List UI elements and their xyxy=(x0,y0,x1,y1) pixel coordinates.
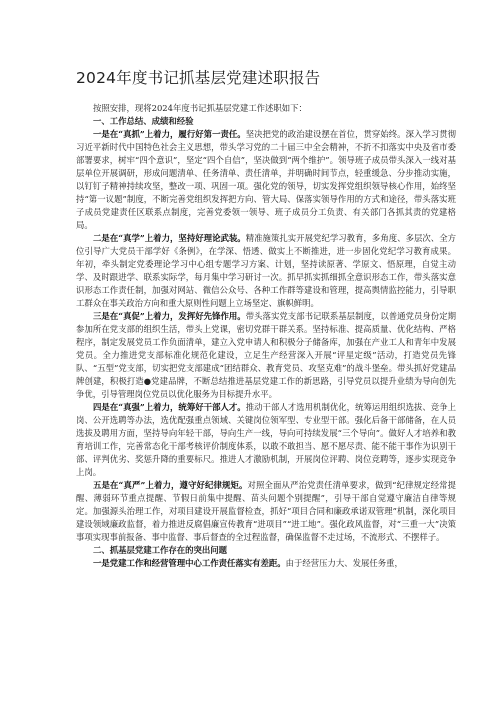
paragraph-2-lead: 二是在“真学”上着力，坚持好理论武装。 xyxy=(93,233,246,243)
paragraph-1 xyxy=(76,128,456,232)
paragraph-5-lead: 五是在“真严”上着力，遵守好纪律规矩。 xyxy=(93,480,248,490)
paragraph-4-lead: 四是在“真强”上着力，统筹好干部人才。 xyxy=(93,402,246,412)
paragraph-6-lead: 一是党建工作和经营管理中心工作责任落实有差距。 xyxy=(93,558,286,568)
report-title: 2024年度书记抓基层党建述职报告 xyxy=(76,69,321,87)
paragraph-4-body: 推动干部人才选用机制优化，统筹运用组织选拔、竞争上岗、公开选聘等办法，选优配强重点领域、关键岗位领军型、专业型干部。强化后备干部储备，在人员选拔及聘用方面，坚持导向年轻干部，导向生产一线，导向可持续发展“三个导向”。做好人才培养和教育培训工作，完善常态化干部考核评价制度体系，以敢不敢担当、愿不愿尽责、能不能干事作为识别干部、评判优劣、奖惩升降的重要标尺。推进人才激励机制，开展岗位评聘、岗位竞聘等，逐步实现竞争上岗。 xyxy=(76,402,457,477)
paragraph-2 xyxy=(76,232,456,310)
paragraph-6-body: 由于经营压力大、发展任务重， xyxy=(285,558,403,568)
paragraph-3-lead: 三是在“真促”上着力，发挥好先锋作用。 xyxy=(93,311,246,321)
paragraph-3 xyxy=(76,310,456,401)
paragraph-1-body: 坚决把党的政治建设摆在首位，贯穿始终。深入学习贯彻习近平新时代中国特色社会主义思想，带头学习党的二十届三中全会精神，不折不扣落实中央及省市委部署要求，树牢“四个意识”，坚定“四个自信”，坚决做到“两个维护”。领导班子成员带头深入一线对基层单位开展调研，形成问题清单、任务清单、责任清单，并明确时间节点，轻重缓急、分步推动实施，以钉钉子精神持续攻坚，整改一项、巩固一项。强化党的领导，切实发挥党组织领导核心作用，始终坚持“第一议题”制度，不断完善党组织发挥把方向、管大局、保落实领导作用的方式和途径，带头落实班子成员党建责任区联系点制度，完善党委领一领导、班子成员分工负责、有关部门各抓其责的党建格局。 xyxy=(76,129,457,230)
paragraph-5 xyxy=(76,479,456,544)
paragraph-3-body: 带头落实党支部书记联系基层制度，以普通党员身份定期参加所在党支部的组织生活，带头上党课，密切党群干群关系。坚持标准、提高质量、优化结构、严格程序，制定发展党员工作负面清单，建立入党申请人和积极分子储备库，加强在产业工人和青年中发展党员。全力推进党支部标准化规范化建设，立足生产经营深入开展“评星定级”活动，打造党员先锋队、“五型”党支部，切实把党支部建成“团结群众、教育党员、攻坚克难”的战斗堡垒。带头抓好党建品牌创建，积极打造●党建品牌，不断总结推进基层党建工作的新思路，引导党员以提升业绩为导向创先争优，引导管理岗位党员以优化服务为目标提升水平。 xyxy=(76,311,457,399)
paragraph-4 xyxy=(76,401,456,479)
section-heading-2: 二、抓基层党建工作存在的突出问题 xyxy=(93,545,227,555)
intro-text: 按照安排，现将2024年度书记抓基层党建工作述职如下： xyxy=(93,103,307,113)
paragraph-6 xyxy=(76,557,456,570)
paragraph-2-body: 精准施策扎实开展党纪学习教育，多角度、多层次、全方位引导广大党员干部学好《条例》，在学深、悟透、做实上不断推进，进一步固化党纪学习教育成果。年初，牵头制定党委理论学习中心组专题学习方案、计划，坚持读原著、学原文、悟原理，自觉主动学、及时跟进学、联系实际学，每月集中学习研讨一次。抓早抓实抓细抓全意识形态工作，带头落实意识形态工作责任制，加强对网站、微信公众号、各种工作群等建设和管理，提高舆情监控能力，引导职工群众在事关政治方向和重大原则性问题上立场坚定、旗帜鲜明。 xyxy=(76,233,457,308)
section-heading-1: 一、工作总结、成绩和经验 xyxy=(93,116,194,126)
paragraph-5-body: 对照全面从严治党责任清单要求，做到“纪律规定经常提醒、薄弱环节重点提醒、节假日前集中提醒、苗头问题个别提醒”，引导干部自觉遵守廉洁自律等规定。加强源头治理工作，对项目建设开展监督检查，抓好“项目合同和廉政承诺双管理”机制，深化项目建设领域廉政监督，着力推进反腐倡廉宣传教育“进项目”“进工地”。强化政风监督，对“三重一大”决策事项实现事前报备、事中监督、事后督查的全过程监督，确保监督不走过场，不流形式、不摆样子。 xyxy=(76,480,456,542)
paragraph-1-lead: 一是在“真抓”上着力，履行好第一责任。 xyxy=(93,129,246,139)
